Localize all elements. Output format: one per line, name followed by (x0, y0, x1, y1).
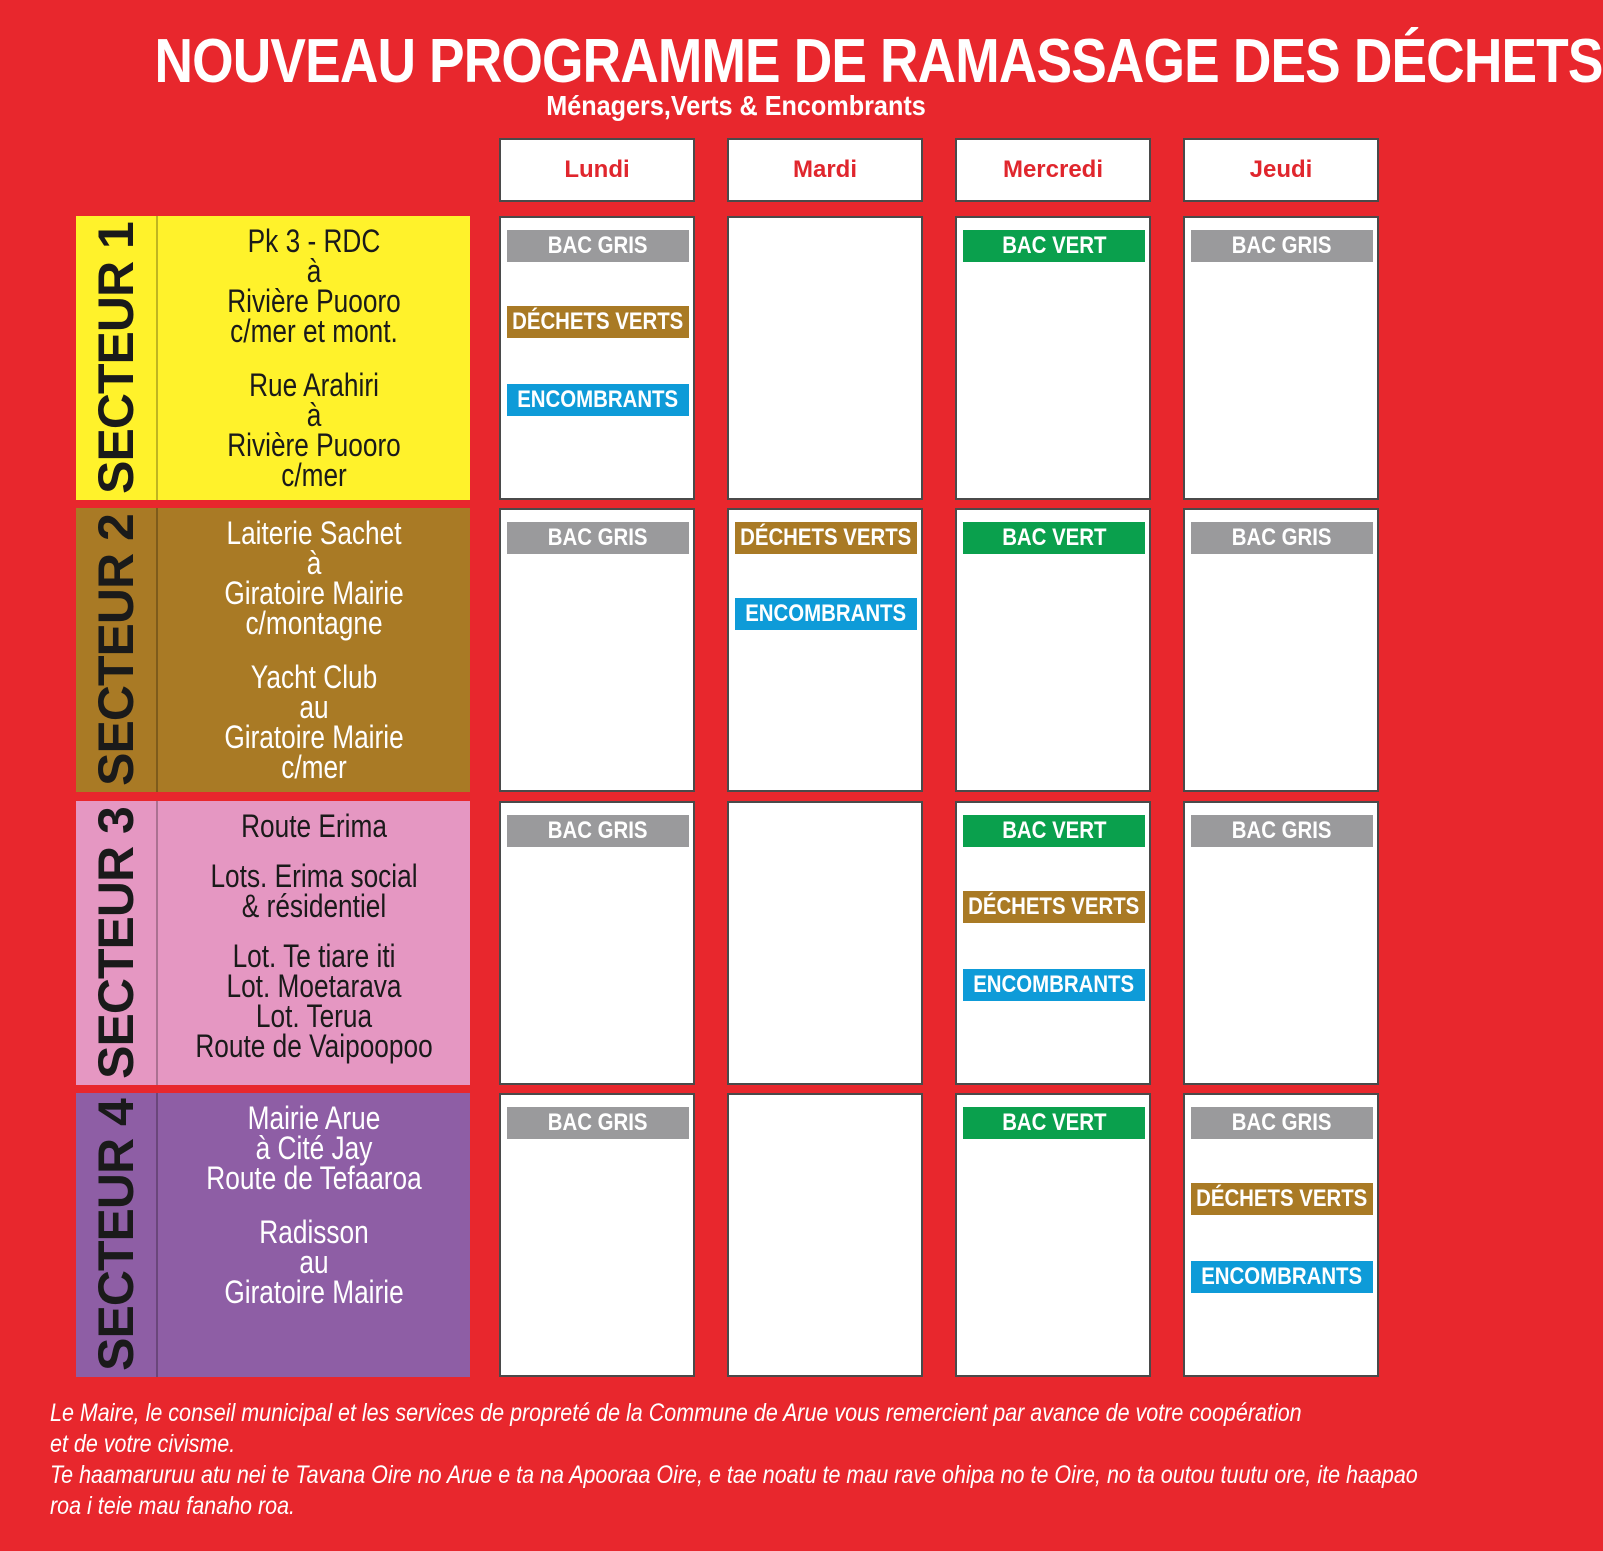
street-line: Radisson (259, 1214, 369, 1250)
schedule-cell (955, 508, 1151, 792)
schedule-cell (727, 216, 923, 500)
street-line: Pk 3 - RDC (247, 223, 381, 259)
street-group (158, 367, 470, 493)
schedule-cell (499, 1093, 695, 1377)
tag-label: BAC GRIS (1232, 524, 1332, 551)
sector-streets (158, 216, 470, 500)
tag-label: DÉCHETS VERTS (512, 308, 684, 335)
footer-message (50, 1398, 1420, 1522)
tag-label: BAC GRIS (548, 1109, 648, 1136)
street-line: Rivière Puooro (227, 427, 401, 463)
schedule-cell (727, 1093, 923, 1377)
street-line: Mairie Arue (247, 1100, 381, 1136)
day-header-mercredi (955, 138, 1151, 202)
day-label: Mardi (792, 156, 857, 183)
page-title: NOUVEAU PROGRAMME DE RAMASSAGE DES DÉCHETS (154, 27, 1603, 96)
schedule-cell (1183, 801, 1379, 1085)
bac-gris-tag (507, 815, 689, 847)
schedule-cell (499, 508, 695, 792)
tag-label: ENCOMBRANTS (1201, 1263, 1363, 1290)
sector-label-text: SECTEUR 3 (88, 807, 144, 1079)
tag-label: BAC GRIS (1232, 232, 1332, 259)
bac-vert-tag (963, 1107, 1145, 1139)
street-line: à Cité Jay (255, 1130, 373, 1166)
encombrants-tag (1191, 1261, 1373, 1293)
schedule-cell (499, 801, 695, 1085)
street-line: c/mer (281, 749, 347, 785)
street-group (158, 938, 470, 1064)
street-line: Rue Arahiri (249, 367, 379, 403)
street-line: & résidentiel (241, 888, 387, 924)
tag-label: BAC VERT (1001, 1109, 1107, 1136)
tag-label: BAC GRIS (548, 232, 648, 259)
street-line: à (306, 397, 322, 433)
tag-label: BAC VERT (1001, 524, 1107, 551)
day-header-mardi (727, 138, 923, 202)
schedule-cell (727, 801, 923, 1085)
schedule-cell (499, 216, 695, 500)
street-group (158, 808, 470, 844)
street-line: Giratoire Mairie (224, 719, 404, 755)
schedule-cell (727, 508, 923, 792)
dechets-verts-tag (1191, 1183, 1373, 1215)
bac-vert-tag (963, 815, 1145, 847)
street-line: Lot. Terua (255, 998, 373, 1034)
sector-label-text: SECTEUR 4 (88, 1099, 144, 1371)
bac-gris-tag (507, 522, 689, 554)
schedule-cell (955, 801, 1151, 1085)
street-group (158, 1100, 470, 1196)
street-group (158, 515, 470, 641)
day-header-jeudi (1183, 138, 1379, 202)
bac-vert-tag (963, 522, 1145, 554)
street-line: à (306, 253, 322, 289)
day-label: Mercredi (1002, 156, 1104, 183)
street-line: c/montagne (245, 605, 383, 641)
day-label: Lundi (564, 156, 630, 183)
footer-line: roa i teie mau fanaho roa. (50, 1492, 296, 1520)
tag-label: DÉCHETS VERTS (1196, 1185, 1368, 1212)
bac-gris-tag (507, 230, 689, 262)
sector-label-text: SECTEUR 2 (88, 514, 144, 786)
bac-gris-tag (1191, 815, 1373, 847)
sector-label-text: SECTEUR 1 (88, 222, 144, 494)
street-group (158, 659, 470, 785)
street-line: Giratoire Mairie (224, 1274, 404, 1310)
day-label: Jeudi (1249, 156, 1313, 183)
day-header-lundi (499, 138, 695, 202)
sector-label (76, 1093, 158, 1377)
bac-gris-tag (1191, 230, 1373, 262)
schedule-cell (1183, 508, 1379, 792)
street-line: Laiterie Sachet (226, 515, 402, 551)
street-line: c/mer et mont. (230, 313, 398, 349)
bac-gris-tag (507, 1107, 689, 1139)
sector-streets (158, 801, 470, 1085)
tag-label: BAC GRIS (548, 524, 648, 551)
bac-gris-tag (1191, 1107, 1373, 1139)
tag-label: BAC GRIS (1232, 1109, 1332, 1136)
street-line: Lots. Erima social (210, 858, 418, 894)
dechets-verts-tag (963, 891, 1145, 923)
tag-label: BAC GRIS (1232, 817, 1332, 844)
encombrants-tag (507, 384, 689, 416)
bac-gris-tag (1191, 522, 1373, 554)
dechets-verts-tag (507, 306, 689, 338)
tag-label: BAC VERT (1001, 817, 1107, 844)
footer-line: Le Maire, le conseil municipal et les services de propreté de la Commune de Arue vous remercient par avance de votre coopération (50, 1399, 1302, 1427)
encombrants-tag (735, 598, 917, 630)
schedule-cell (1183, 216, 1379, 500)
schedule-cell (955, 216, 1151, 500)
tag-label: BAC GRIS (548, 817, 648, 844)
tag-label: ENCOMBRANTS (745, 600, 907, 627)
tag-label: DÉCHETS VERTS (740, 524, 912, 551)
street-line: Rivière Puooro (227, 283, 401, 319)
sector-streets (158, 1093, 470, 1377)
street-line: Yacht Club (250, 659, 378, 695)
street-line: Lot. Moetarava (226, 968, 402, 1004)
schedule-cell (1183, 1093, 1379, 1377)
footer-line: et de votre civisme. (50, 1430, 236, 1458)
sector-streets (158, 508, 470, 792)
tag-label: DÉCHETS VERTS (968, 893, 1140, 920)
street-line: au (299, 689, 329, 725)
sector-label (76, 216, 158, 500)
street-line: Route de Tefaaroa (206, 1160, 422, 1196)
street-line: au (299, 1244, 329, 1280)
street-group (158, 223, 470, 349)
schedule-cell (955, 1093, 1151, 1377)
bac-vert-tag (963, 230, 1145, 262)
street-group (158, 1214, 470, 1310)
dechets-verts-tag (735, 522, 917, 554)
tag-label: BAC VERT (1001, 232, 1107, 259)
street-line: c/mer (281, 457, 347, 493)
footer-line: Te haamaruruu atu nei te Tavana Oire no Arue e ta na Apooraa Oire, e tae noatu te mau rave ohipa no te Oire, no ta outou tuutu ore, ite haapao (50, 1461, 1418, 1489)
street-line: Route de Vaipoopoo (195, 1028, 433, 1064)
street-line: Giratoire Mairie (224, 575, 404, 611)
street-line: Lot. Te tiare iti (232, 938, 396, 974)
sector-label (76, 508, 158, 792)
sector-label (76, 801, 158, 1085)
tag-label: ENCOMBRANTS (517, 386, 679, 413)
page-subtitle: Ménagers,Verts & Encombrants (546, 90, 926, 121)
street-line: Route Erima (241, 808, 387, 844)
encombrants-tag (963, 969, 1145, 1001)
tag-label: ENCOMBRANTS (973, 971, 1135, 998)
street-line: à (306, 545, 322, 581)
street-group (158, 858, 470, 924)
